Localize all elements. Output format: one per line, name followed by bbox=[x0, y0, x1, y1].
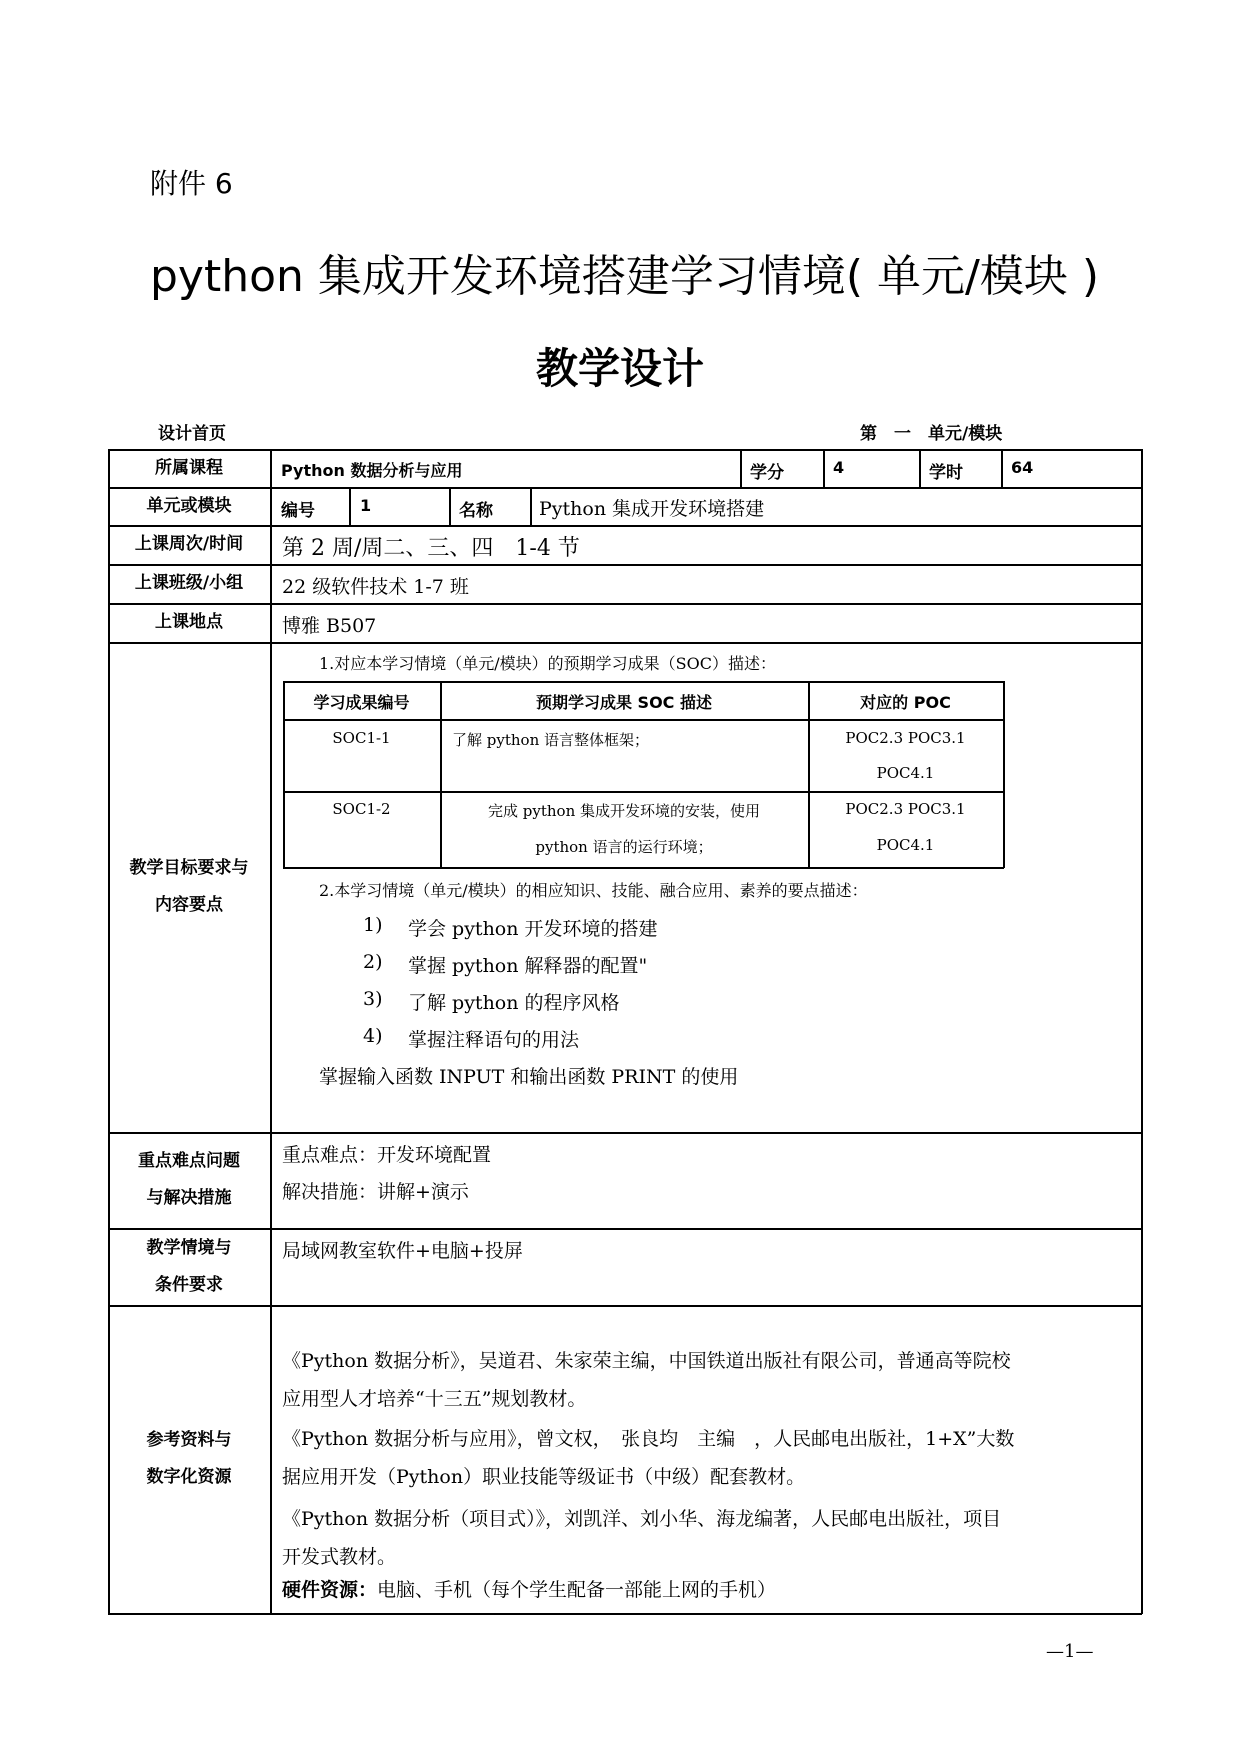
point-4-num: 4) bbox=[363, 1025, 383, 1047]
hours-label: 学时 bbox=[929, 463, 963, 483]
label-conditions-line2: 条件要求 bbox=[155, 1274, 223, 1295]
unit-name-label: 名称 bbox=[459, 501, 493, 521]
unit-name: Python 集成开发环境搭建 bbox=[539, 498, 765, 520]
label-difficulty-line2: 与解决措施 bbox=[146, 1188, 232, 1208]
goals-extra: 掌握输入函数 INPUT 和输出函数 PRINT 的使用 bbox=[319, 1066, 739, 1088]
credit-value: 4 bbox=[833, 458, 845, 477]
soc-row-2-poc-b: POC4.1 bbox=[876, 836, 935, 854]
point-1-num: 1) bbox=[363, 914, 383, 936]
conditions-value: 局域网教室软件+电脑+投屏 bbox=[282, 1240, 523, 1262]
label-course: 所属课程 bbox=[155, 457, 223, 478]
hardware-label: 硬件资源： bbox=[282, 1579, 378, 1601]
place-value: 博雅 B507 bbox=[282, 615, 377, 637]
label-difficulty bbox=[108, 1132, 270, 1228]
points-intro: 2.本学习情境（单元/模块）的相应知识、技能、融合应用、素养的要点描述： bbox=[319, 881, 868, 900]
label-refs-line2: 数字化资源 bbox=[146, 1467, 232, 1487]
point-1-text: 学会 python 开发环境的搭建 bbox=[408, 918, 658, 940]
difficulty-line-2: 解决措施：讲解+演示 bbox=[282, 1181, 469, 1203]
point-3-num: 3) bbox=[363, 988, 383, 1010]
ref-line-4: 据应用开发（Python）职业技能等级证书（中级）配套教材。 bbox=[282, 1466, 806, 1488]
point-2-text: 掌握 python 解释器的配置" bbox=[408, 955, 648, 977]
soc-header-desc: 预期学习成果 SOC 描述 bbox=[535, 693, 712, 712]
attachment-label: 附件 6 bbox=[150, 167, 233, 200]
label-difficulty-line1: 重点难点问题 bbox=[138, 1151, 240, 1171]
credit-label: 学分 bbox=[750, 463, 784, 483]
label-place: 上课地点 bbox=[155, 612, 223, 632]
soc-row-2-desc-b: python 语言的运行环境； bbox=[535, 838, 713, 856]
class-value: 22 级软件技术 1-7 班 bbox=[282, 576, 469, 598]
soc-row-2-desc-a: 完成 python 集成开发环境的安装，使用 bbox=[488, 802, 760, 820]
course-value: Python 数据分析与应用 bbox=[281, 461, 463, 480]
point-4-text: 掌握注释语句的用法 bbox=[408, 1029, 580, 1051]
hardware-line bbox=[282, 1575, 776, 1602]
hardware-value: 电脑、手机（每个学生配备一部能上网的手机） bbox=[377, 1579, 777, 1601]
title-line-1: python 集成开发环境搭建学习情境( 单元/模块 ) bbox=[150, 251, 1100, 302]
label-goals bbox=[108, 642, 270, 1132]
ref-line-2: 应用型人才培养“十三五”规划教材。 bbox=[282, 1388, 587, 1410]
ref-line-6: 开发式教材。 bbox=[282, 1546, 397, 1568]
label-unit: 单元或模块 bbox=[146, 495, 232, 516]
unit-no-label: 编号 bbox=[281, 501, 315, 521]
week-value: 第 2 周/周二、三、四 1-4 节 bbox=[282, 536, 580, 561]
soc-row-1-poc-a: POC2.3 POC3.1 bbox=[845, 729, 966, 747]
label-goals-line2: 内容要点 bbox=[155, 895, 223, 915]
point-3-text: 了解 python 的程序风格 bbox=[408, 992, 620, 1014]
soc-header-poc: 对应的 POC bbox=[860, 693, 951, 712]
soc-header-id: 学习成果编号 bbox=[313, 693, 410, 712]
label-goals-line1: 教学目标要求与 bbox=[129, 858, 249, 878]
header-left: 设计首页 bbox=[158, 424, 226, 444]
soc-row-1-id: SOC1-1 bbox=[332, 729, 391, 747]
soc-intro: 1.对应本学习情境（单元/模块）的预期学习成果（SOC）描述： bbox=[319, 654, 776, 673]
label-conditions bbox=[108, 1228, 270, 1305]
unit-no: 1 bbox=[360, 496, 372, 515]
ref-line-5: 《Python 数据分析（项目式）》，刘凯洋、刘小华、海龙编著，人民邮电出版社，项目 bbox=[282, 1508, 1002, 1530]
label-week: 上课周次/时间 bbox=[134, 534, 244, 554]
label-class: 上课班级/小组 bbox=[134, 573, 244, 593]
hours-value: 64 bbox=[1011, 458, 1034, 477]
label-refs-line1: 参考资料与 bbox=[146, 1430, 232, 1450]
header-right: 第 一 单元/模块 bbox=[860, 424, 1003, 444]
soc-row-1-desc: 了解 python 语言整体框架； bbox=[452, 731, 649, 749]
point-2-num: 2) bbox=[363, 951, 383, 973]
page-number: —1— bbox=[1046, 1641, 1094, 1662]
title-line-2: 教学设计 bbox=[535, 344, 704, 393]
soc-row-1-poc-b: POC4.1 bbox=[876, 764, 935, 782]
ref-line-3: 《Python 数据分析与应用》，曾文权， 张良均 主编 ，人民邮电出版社，1+X”大数 bbox=[282, 1428, 1015, 1450]
ref-line-1: 《Python 数据分析》，吴道君、朱家荣主编，中国铁道出版社有限公司，普通高等院校 bbox=[282, 1350, 1011, 1372]
soc-row-2-id: SOC1-2 bbox=[332, 800, 391, 818]
label-refs bbox=[108, 1305, 270, 1613]
label-conditions-line1: 教学情境与 bbox=[146, 1237, 232, 1258]
soc-row-2-poc-a: POC2.3 POC3.1 bbox=[845, 800, 966, 818]
difficulty-line-1: 重点难点：开发环境配置 bbox=[282, 1144, 492, 1166]
